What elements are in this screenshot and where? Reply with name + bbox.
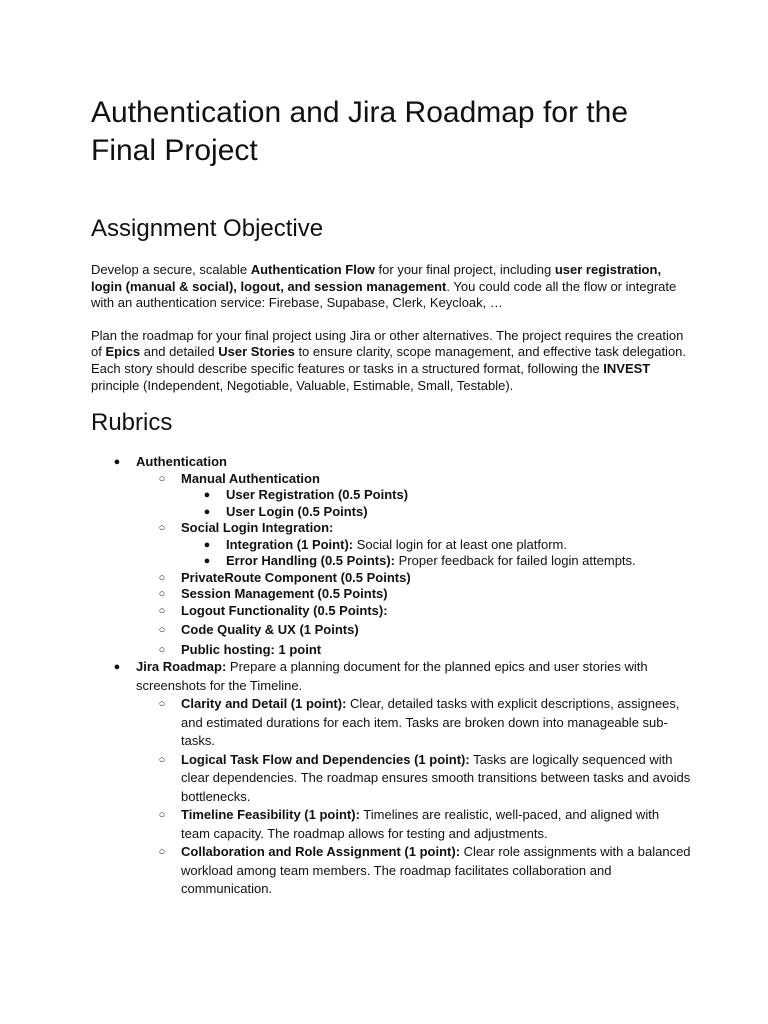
bullet-filled-icon: ● (203, 555, 211, 568)
list-item-logout (91, 603, 691, 620)
text-run: and detailed (140, 344, 219, 360)
list-item-label: Code Quality & UX (1 Points) (181, 622, 359, 638)
list-item-label: Timeline Feasibility (1 point): (181, 807, 360, 823)
list-item-label: Authentication (136, 454, 227, 470)
list-item-private-route (91, 570, 691, 587)
list-item-manual-auth (91, 471, 691, 488)
bold-run: User Stories (218, 344, 295, 360)
list-item-text: Tasks are logically sequenced with clear dependencies. The roadmap ensures smooth transitions between tasks and avoids bottlenecks. (181, 751, 691, 804)
list-item-label: Collaboration and Role Assignment (1 point): (181, 844, 461, 860)
text-run: to ensure clarity, scope management, and effective task delegation. Each story should describe specific features or tasks in a structured format, following the (91, 344, 687, 376)
list-item-user-registration (91, 487, 691, 504)
objective-paragraph-2 (91, 328, 691, 394)
bullet-hollow-icon: ○ (158, 698, 166, 711)
list-item-label: Jira Roadmap: (136, 659, 227, 675)
text-run: . You could code all the flow or integrate with an authentication service: Firebase, Supabase, Clerk, Keycloak, … (91, 278, 677, 311)
list-item-social-login (91, 520, 691, 537)
objective-paragraph-1 (91, 262, 691, 312)
bold-run: Epics (105, 344, 141, 360)
rubric-list (91, 454, 691, 899)
bullet-filled-icon: ● (113, 661, 121, 674)
text-run: for your final project, including (374, 262, 555, 277)
bullet-hollow-icon: ○ (158, 846, 166, 859)
list-item-jira-criterion (91, 806, 691, 843)
bullet-hollow-icon: ○ (158, 588, 166, 601)
bullet-filled-icon: ● (113, 456, 121, 469)
list-item-jira-criterion (91, 751, 691, 807)
list-item-label: User Registration (0.5 Points) (226, 487, 409, 503)
bullet-hollow-icon: ○ (158, 571, 166, 584)
text-run: principle (Independent, Negotiable, Valuable, Estimable, Small, Testable). (91, 377, 514, 393)
list-item-label: Clarity and Detail (1 point): (181, 696, 347, 712)
list-item-label: Manual Authentication (181, 470, 320, 486)
list-item-jira-criterion (91, 695, 691, 751)
list-item-jira-roadmap (91, 658, 691, 695)
list-item-label: Session Management (0.5 Points) (181, 586, 388, 602)
list-item-text: Social login for at least one platform. (353, 536, 567, 552)
document-page (91, 94, 691, 899)
bullet-hollow-icon: ○ (158, 753, 166, 766)
bullet-hollow-icon: ○ (158, 472, 166, 485)
bold-run: INVEST (603, 360, 651, 376)
bullet-filled-icon: ● (203, 489, 211, 502)
list-item-text: Proper feedback for failed login attempts. (395, 553, 636, 569)
list-item-text: Prepare a planning document for the planned epics and user stories with screenshots for the Timeline. (136, 659, 648, 693)
bullet-hollow-icon: ○ (158, 643, 166, 656)
bold-run: Authentication Flow (250, 262, 375, 277)
document-title: Authentication and Jira Roadmap for the Final Project (91, 96, 628, 167)
bullet-filled-icon: ● (203, 538, 211, 551)
bullet-filled-icon: ● (203, 505, 211, 518)
list-item-integration (91, 537, 691, 554)
list-item-label: Error Handling (0.5 Points): (226, 553, 396, 569)
bullet-hollow-icon: ○ (158, 522, 166, 535)
list-item-session (91, 586, 691, 603)
list-item-code-quality (91, 622, 691, 639)
list-item-label: Integration (1 Point): (226, 536, 354, 552)
list-item-label: User Login (0.5 Points) (226, 503, 368, 519)
list-item-text: Clear role assignments with a balanced workload among team members. The roadmap facilitates collaboration and communication. (181, 844, 691, 897)
bullet-hollow-icon: ○ (158, 809, 166, 822)
list-item-error-handling (91, 553, 691, 570)
list-item-label: Public hosting: 1 point (181, 641, 322, 657)
list-item-label: Social Login Integration: (181, 520, 334, 536)
section-heading-objective: Assignment Objective (91, 215, 324, 242)
text-run: Plan the roadmap for your final project using Jira or other alternatives. The project requires the creation of (91, 327, 684, 360)
list-item-jira-criterion (91, 843, 691, 899)
list-item-authentication (91, 454, 691, 471)
list-item-text: Timelines are realistic, well-paced, and aligned with team capacity. The roadmap allows for testing and adjustments. (181, 807, 660, 841)
list-item-hosting (91, 642, 691, 659)
bullet-hollow-icon: ○ (158, 624, 166, 637)
text-run: Develop a secure, scalable (91, 262, 251, 277)
list-item-text: Clear, detailed tasks with explicit descriptions, assignees, and estimated durations for each item. Tasks are broken down into manageable sub-tasks. (181, 696, 680, 749)
bold-run: user registration, login (manual & social), logout, and session management (91, 262, 662, 294)
section-heading-rubrics: Rubrics (91, 409, 173, 437)
list-item-label: Logical Task Flow and Dependencies (1 point): (181, 751, 470, 767)
list-item-label: Logout Functionality (0.5 Points): (181, 602, 388, 618)
list-item-user-login (91, 504, 691, 521)
bullet-hollow-icon: ○ (158, 604, 166, 617)
list-item-label: PrivateRoute Component (0.5 Points) (181, 569, 411, 585)
